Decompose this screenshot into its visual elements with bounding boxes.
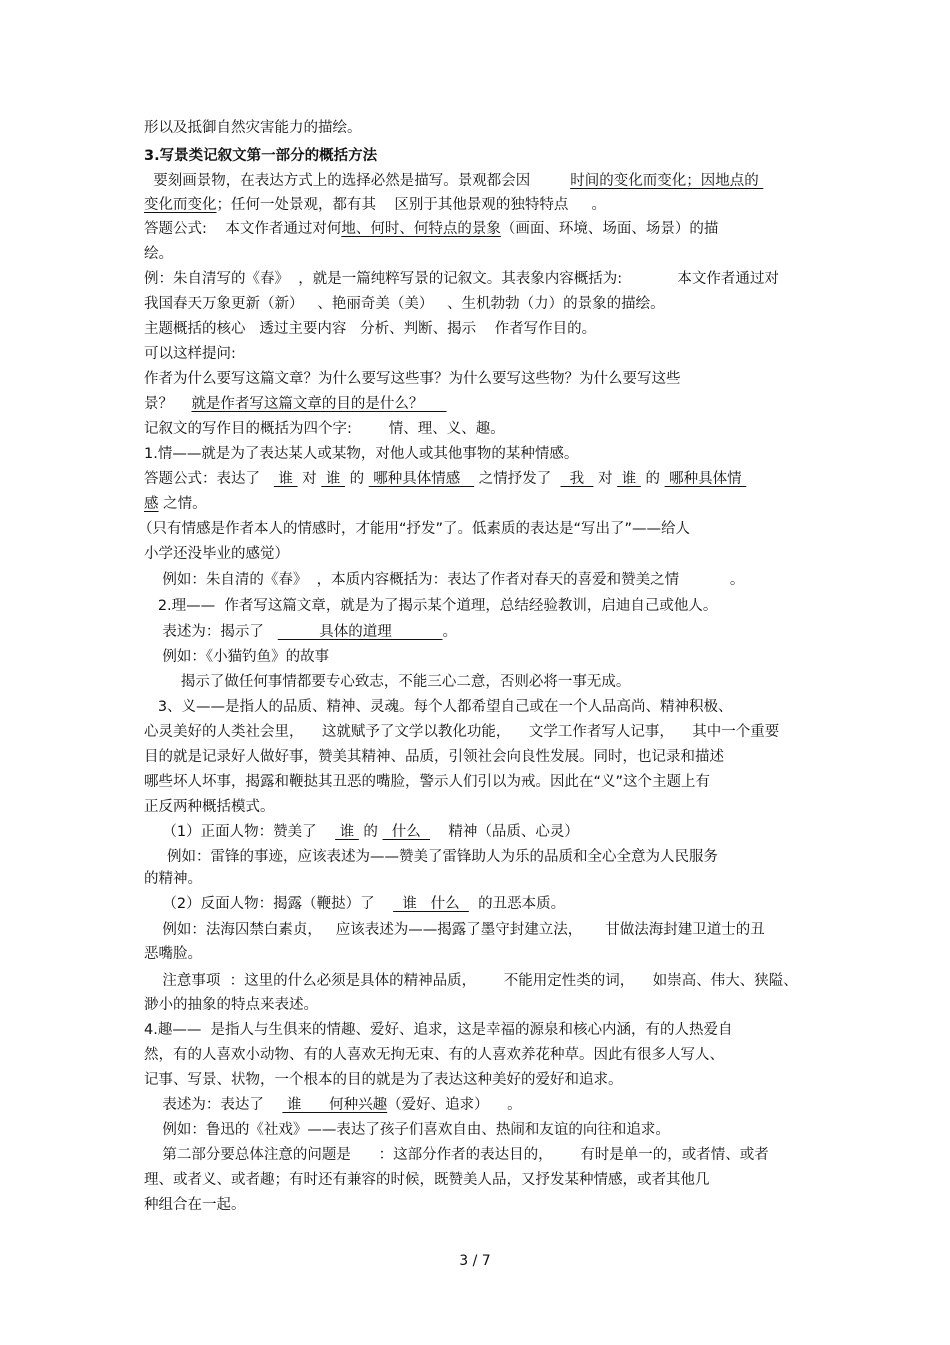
formula-line: 表述为：揭示了 具体的道理 。 [144, 624, 457, 640]
formula-line: （1）正面人物：赞美了 谁 的 什么 精神（品质、心灵） [144, 824, 579, 840]
text-line: 目的就是记录好人做好事，赞美其精神、品质，引领社会向良性发展。同时，也记录和描述 [144, 749, 724, 765]
text-line: 心灵美好的人类社会里， 这就赋予了文学以教化功能， 文学工作者写人记事， 其中一个重要 [144, 724, 780, 740]
underlined-answer: 变化而变化 [144, 197, 217, 213]
underlined-answer: 就是作者写这篇文章的目的是什么？ [191, 396, 447, 412]
formula-line: （2）反面人物：揭露（鞭挞）了 谁 什么 的丑恶本质。 [144, 896, 566, 912]
text-line: 揭示了做任何事情都要专心致志，不能三心二意，否则必将一事无成。 [144, 674, 631, 690]
formula-line: 答题公式：表达了 谁 对 谁 的 哪种具体情感 之情抒发了 我 对 谁 的 哪种具体情 [144, 471, 747, 487]
text-line: 正反两种概括模式。 [144, 799, 275, 815]
example-line: 例如：雷锋的事迹，应该表述为——赞美了雷锋助人为乐的品质和全心全意为人民服务 [144, 849, 719, 865]
text-line: 理、或者义、或者趣；有时还有兼容的时候，既赞美人品，又抒发某种情感，或者其他几 [144, 1172, 710, 1188]
text-line: 第二部分要总体注意的问题是 ：这部分作者的表达目的， 有时是单一的，或者情、或者 [144, 1147, 769, 1163]
formula-line: 表述为：表达了 谁 何种兴趣（爱好、追求） 。 [144, 1097, 522, 1113]
text-line: 渺小的抽象的特点来表述。 [144, 997, 318, 1013]
text-line: 种组合在一起。 [144, 1197, 246, 1213]
section-heading: 1.情——就是为了表达某人或某物，对他人或其他事物的某种情感。 [144, 446, 579, 462]
section-heading: 3、义——是指人的品质、精神、灵魂。每个人都希望自己或在一个人品高尚、精神积极、 [144, 699, 733, 715]
text-line: 的精神。 [144, 871, 202, 887]
section-heading: 2.理—— 作者写这篇文章，就是为了揭示某个道理，总结经验教训，启迪自己或他人。 [144, 598, 718, 614]
text-line: 作者为什么要写这篇文章？为什么要写这些事？为什么要写这些物？为什么要写这些 [144, 371, 681, 387]
note-line: （只有情感是作者本人的情感时，才能用“抒发”了。低素质的表达是“写出了”——给人 [138, 521, 691, 537]
text-line: 我国春天万象更新（新） 、艳丽奇美（美） 、生机勃勃（力）的景象的描绘。 [144, 296, 665, 312]
text-line: 可以这样提问: [144, 346, 236, 362]
underlined-answer: 具体的道理 [277, 624, 443, 640]
text-line: 形以及抵御自然灾害能力的描绘。 [144, 120, 362, 136]
section-heading: 4.趣—— 是指人与生俱来的情趣、爱好、追求，这是幸福的源泉和核心内涵，有的人热爱自 [144, 1022, 733, 1038]
text-line: 主题概括的核心 透过主要内容 分析、判断、揭示 作者写作目的。 [144, 321, 597, 337]
text-line: 记事、写景、状物，一个根本的目的就是为了表达这种美好的爱好和追求。 [144, 1072, 623, 1088]
formula-line: 答题公式: 本文作者通过对何地、何时、何特点的景象（画面、环境、场面、场景）的描 [144, 221, 719, 237]
underlined-answer: 地、何时、何特点的景象 [341, 221, 501, 237]
note-line: 注意事项 ：这里的什么必须是具体的精神品质， 不能用定性类的词， 如崇高、伟大、狭隘、 [144, 973, 798, 989]
text-line: 绘。 [144, 246, 173, 262]
example-line: 例：朱自清写的《春》 ，就是一篇纯粹写景的记叙文。其表象内容概括为: 本文作者通过对 [144, 271, 779, 287]
text-line: 感 之情。 [144, 496, 207, 512]
example-line: 例如：法海囚禁白素贞， 应该表述为——揭露了墨守封建立法， 甘做法海封建卫道士的丑 [144, 922, 765, 938]
text-line: 景？ 就是作者写这篇文章的目的是什么？ [144, 396, 447, 412]
text-line: 记叙文的写作目的概括为四个字: 情、理、义、趣。 [144, 421, 505, 437]
example-line: 例如：《小猫钓鱼》的故事 [144, 649, 330, 665]
underlined-answer: 谁 何种兴趣 [282, 1097, 388, 1113]
example-line: 例如：鲁迅的《社戏》——表达了孩子们喜欢自由、热闹和友谊的向往和追求。 [144, 1122, 670, 1138]
example-line: 例如：朱自清的《春》 ，本质内容概括为：表达了作者对春天的喜爱和赞美之情 。 [144, 572, 745, 588]
page-number: 3 / 7 [459, 1253, 491, 1269]
section-heading: 3.写景类记叙文第一部分的概括方法 [144, 148, 378, 164]
underlined-answer: 时间的变化而变化；因地点的 [570, 173, 764, 189]
text-line: 变化而变化；任何一处景观，都有其 区别于其他景观的独特特点 。 [144, 197, 606, 213]
text-line: 哪些坏人坏事，揭露和鞭挞其丑恶的嘴脸，警示人们引以为戒。因此在“义”这个主题上有 [144, 774, 711, 790]
text-line: 然，有的人喜欢小动物、有的人喜欢无拘无束、有的人喜欢养花种草。因此有很多人写人、 [144, 1047, 724, 1063]
text-line: 要刻画景物，在表达方式上的选择必然是描写。景观都会因 时间的变化而变化；因地点的 [144, 173, 764, 189]
text-line: 恶嘴脸。 [144, 946, 202, 962]
note-line: 小学还没毕业的感觉） [144, 546, 289, 562]
